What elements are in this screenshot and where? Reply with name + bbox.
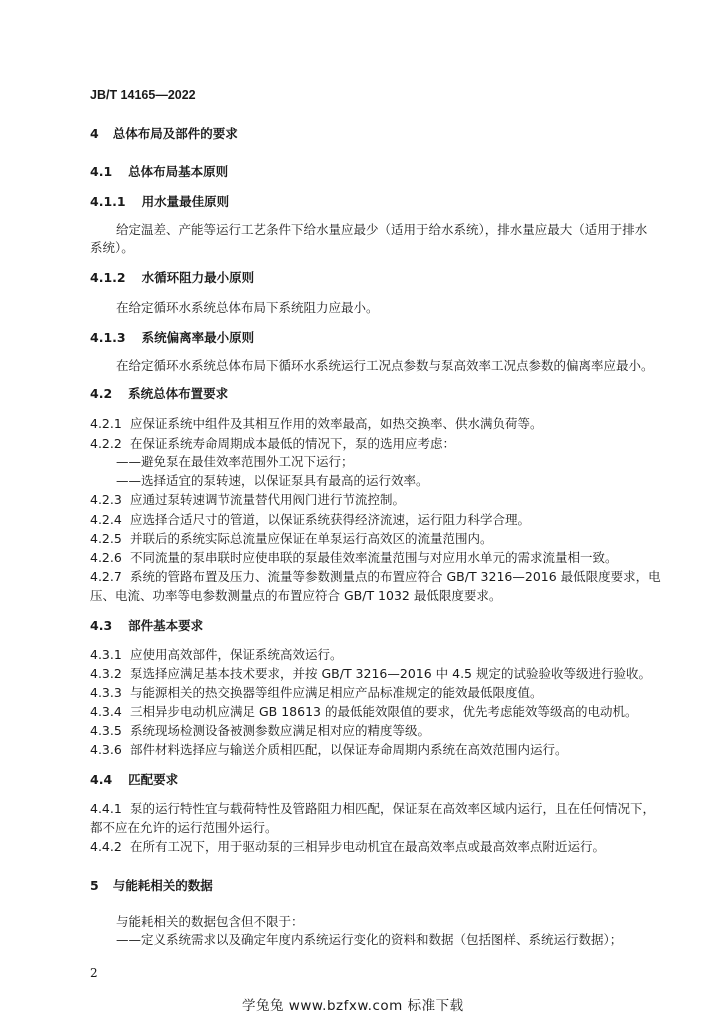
clause-text: 泵的运行特性宜与载荷特性及管路阻力相匹配，保证泵在高效率区域内运行，且在任何情况下，	[130, 801, 656, 816]
clause-text: 在保证系统寿命周期成本最低的情况下，泵的选用应考虑：	[130, 436, 456, 451]
clause-text: 应保证系统中组件及其相互作用的效率最高，如热交换率、供水满负荷等。	[130, 416, 543, 431]
subsection-4-1-heading	[90, 162, 228, 180]
clause-number: 4.4.2	[90, 839, 122, 854]
clause-number: 4.2.5	[90, 531, 122, 546]
paragraph-line: ——定义系统需求以及确定年度内系统运行变化的资料和数据（包括图样、系统运行数据）；	[116, 932, 623, 947]
clause-number: 4.3.6	[90, 742, 122, 757]
subsection-4-1-1-heading	[90, 192, 229, 210]
clause-4-3-1	[90, 645, 343, 663]
clause-text: 三相异步电动机应满足 GB 18613 的最低能效限值的要求，优先考虑能效等级高的电动机。	[130, 704, 638, 719]
section-title: 与能耗相关的数据	[112, 878, 213, 893]
page-number: 2	[90, 966, 98, 980]
clause-4-2-5	[90, 529, 493, 547]
clause-text: 系统的管路布置及压力、流量等参数测量点的布置应符合 GB/T 3216—2016 最低限度要求，电	[130, 569, 661, 584]
paragraph-line: 给定温差、产能等运行工艺条件下给水量应最少（适用于给水系统），排水量应最大（适用于排水	[116, 222, 648, 237]
section-number: 4.2	[90, 386, 113, 401]
clause-text: 应通过泵转速调节流量替代用阀门进行节流控制。	[130, 492, 406, 507]
paragraph-line: 与能耗相关的数据包含但不限于：	[116, 914, 304, 929]
section-number: 4	[90, 126, 99, 141]
subsection-4-3-heading	[90, 616, 203, 634]
section-number: 4.3	[90, 618, 113, 633]
clause-number: 4.3.3	[90, 685, 122, 700]
clause-4-2-7	[90, 567, 661, 585]
clause-text: 应使用高效部件，保证系统高效运行。	[130, 647, 343, 662]
clause-number: 4.2.7	[90, 569, 122, 584]
section-title: 匹配要求	[128, 772, 179, 787]
paragraph-line: 在给定循环水系统总体布局下系统阻力应最小。	[116, 300, 379, 315]
subsection-4-4-heading	[90, 770, 178, 788]
section-title: 系统总体布置要求	[128, 386, 229, 401]
clause-number: 4.2.6	[90, 550, 122, 565]
clause-4-2-2	[90, 434, 455, 452]
clause-dash-item: ——选择适宜的泵转速，以保证泵具有最高的运行效率。	[116, 473, 429, 488]
clause-4-3-4	[90, 702, 637, 720]
clause-4-3-2	[90, 664, 651, 682]
clause-text: 泵选择应满足基本技术要求，并按 GB/T 3216—2016 中 4.5 规定的试验验收等级进行验收。	[130, 666, 651, 681]
clause-4-2-6	[90, 548, 618, 566]
watermark-footer: 学兔兔 www.bzfxw.com 标准下载	[242, 998, 464, 1014]
clause-4-4-1	[90, 799, 655, 817]
clause-number: 4.2.3	[90, 492, 122, 507]
clause-number: 4.3.2	[90, 666, 122, 681]
section-number: 4.1	[90, 164, 113, 179]
clause-text: 系统现场检测设备被测参数应满足相对应的精度等级。	[130, 723, 431, 738]
clause-continuation: 压、电流、功率等电参数测量点的布置应符合 GB/T 1032 最低限度要求。	[90, 588, 502, 603]
standard-number: JB/T 14165—2022	[90, 88, 196, 102]
section-number: 4.4	[90, 772, 113, 787]
clause-4-2-3	[90, 490, 405, 508]
subsection-4-1-2-heading	[90, 268, 254, 286]
section-number: 4.1.2	[90, 270, 126, 285]
subsection-4-1-3-heading	[90, 328, 254, 346]
clause-text: 应选择合适尺寸的管道，以保证系统获得经济流速，运行阻力科学合理。	[130, 512, 531, 527]
clause-4-2-1	[90, 414, 543, 432]
subsection-4-2-heading	[90, 384, 228, 402]
paragraph-line: 系统）。	[90, 240, 134, 255]
clause-4-2-4	[90, 510, 530, 528]
clause-number: 4.2.4	[90, 512, 122, 527]
clause-text: 在所有工况下，用于驱动泵的三相异步电动机宜在最高效率点或最高效率点附近运行。	[130, 839, 606, 854]
clause-number: 4.2.2	[90, 436, 122, 451]
section-number: 5	[90, 878, 99, 893]
section-title: 总体布局及部件的要求	[112, 126, 238, 141]
clause-number: 4.3.4	[90, 704, 122, 719]
clause-number: 4.4.1	[90, 801, 122, 816]
section-5-heading	[90, 876, 213, 894]
paragraph-line: 在给定循环水系统总体布局下循环水系统运行工况点参数与泵高效率工况点参数的偏离率应最小。	[116, 358, 654, 373]
clause-text: 并联后的系统实际总流量应保证在单泵运行高效区的流量范围内。	[130, 531, 493, 546]
clause-text: 与能源相关的热交换器等组件应满足相应产品标准规定的能效最低限度值。	[130, 685, 543, 700]
clause-4-3-6	[90, 740, 568, 758]
clause-number: 4.3.1	[90, 647, 122, 662]
section-title: 部件基本要求	[128, 618, 204, 633]
clause-number: 4.2.1	[90, 416, 122, 431]
clause-4-4-2	[90, 837, 605, 855]
section-4-heading	[90, 124, 238, 142]
clause-4-3-5	[90, 721, 430, 739]
clause-text: 不同流量的泵串联时应使串联的泵最佳效率流量范围与对应用水单元的需求流量相一致。	[130, 550, 618, 565]
clause-text: 部件材料选择应与输送介质相匹配，以保证寿命周期内系统在高效范围内运行。	[130, 742, 568, 757]
section-number: 4.1.1	[90, 194, 126, 209]
section-title: 水循环阻力最小原则	[141, 270, 255, 285]
clause-4-3-3	[90, 683, 543, 701]
clause-continuation: 都不应在允许的运行范围外运行。	[90, 820, 278, 835]
section-title: 用水量最佳原则	[141, 194, 230, 209]
section-title: 系统偏离率最小原则	[141, 330, 255, 345]
section-number: 4.1.3	[90, 330, 126, 345]
section-title: 总体布局基本原则	[128, 164, 229, 179]
clause-number: 4.3.5	[90, 723, 122, 738]
clause-dash-item: ——避免泵在最佳效率范围外工况下运行；	[116, 454, 354, 469]
